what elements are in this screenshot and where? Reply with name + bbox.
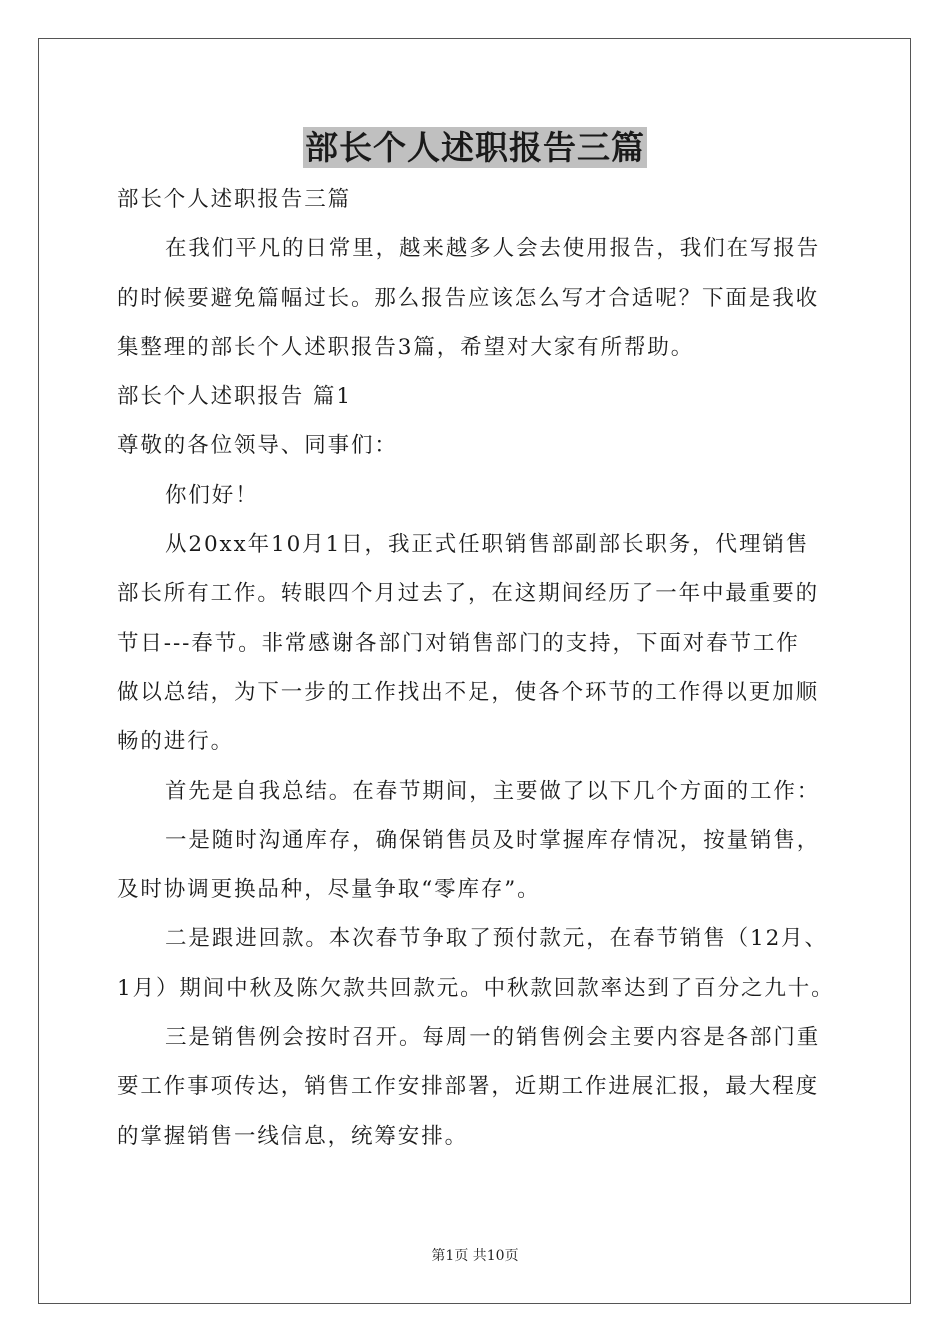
text-line: 三是销售例会按时召开。每周一的销售例会主要内容是各部门重: [165, 1025, 821, 1051]
text-line: 从20xx年10月1日，我正式任职销售部副部长职务，代理销售: [165, 532, 810, 558]
text-line: 首先是自我总结。在春节期间，主要做了以下几个方面的工作：: [165, 778, 821, 804]
text-line: 部长所有工作。转眼四个月过去了，在这期间经历了一年中最重要的: [117, 581, 820, 607]
text-line: 部长个人述职报告 篇1: [117, 384, 352, 410]
document-body: [117, 175, 837, 1161]
text-line: 要工作事项传达，销售工作安排部署，近期工作进展汇报，最大程度: [117, 1074, 820, 1100]
text-line: 尊敬的各位领导、同事们：: [117, 433, 398, 459]
text-line: 的掌握销售一线信息，统筹安排。: [117, 1123, 469, 1149]
text-line: 二是跟进回款。本次春节争取了预付款元，在春节销售（12月、: [165, 926, 828, 952]
document-title: 部长个人述职报告三篇: [305, 128, 645, 167]
page-footer: 第1页 共10页: [431, 1248, 519, 1264]
text-line: 畅的进行。: [117, 729, 235, 755]
document-title-wrap: [0, 127, 950, 168]
text-line: 你们好！: [165, 482, 259, 508]
text-line: 节日---春节。非常感谢各部门对销售部门的支持，下面对春节工作: [117, 630, 800, 656]
text-line: 一是随时沟通库存，确保销售员及时掌握库存情况，按量销售，: [165, 827, 821, 853]
text-line: 做以总结，为下一步的工作找出不足，使各个环节的工作得以更加顺: [117, 679, 820, 705]
text-line: 集整理的部长个人述职报告3篇，希望对大家有所帮助。: [117, 334, 695, 360]
text-line: 在我们平凡的日常里，越来越多人会去使用报告，我们在写报告: [165, 236, 821, 262]
text-line: 的时候要避免篇幅过长。那么报告应该怎么写才合适呢？下面是我收: [117, 285, 820, 311]
text-line: 及时协调更换品种，尽量争取“零库存”。: [117, 877, 541, 903]
text-line: 1月）期间中秋及陈欠款共回款元。中秋款回款率达到了百分之九十。: [117, 975, 835, 1001]
text-line: 部长个人述职报告三篇: [117, 187, 352, 212]
